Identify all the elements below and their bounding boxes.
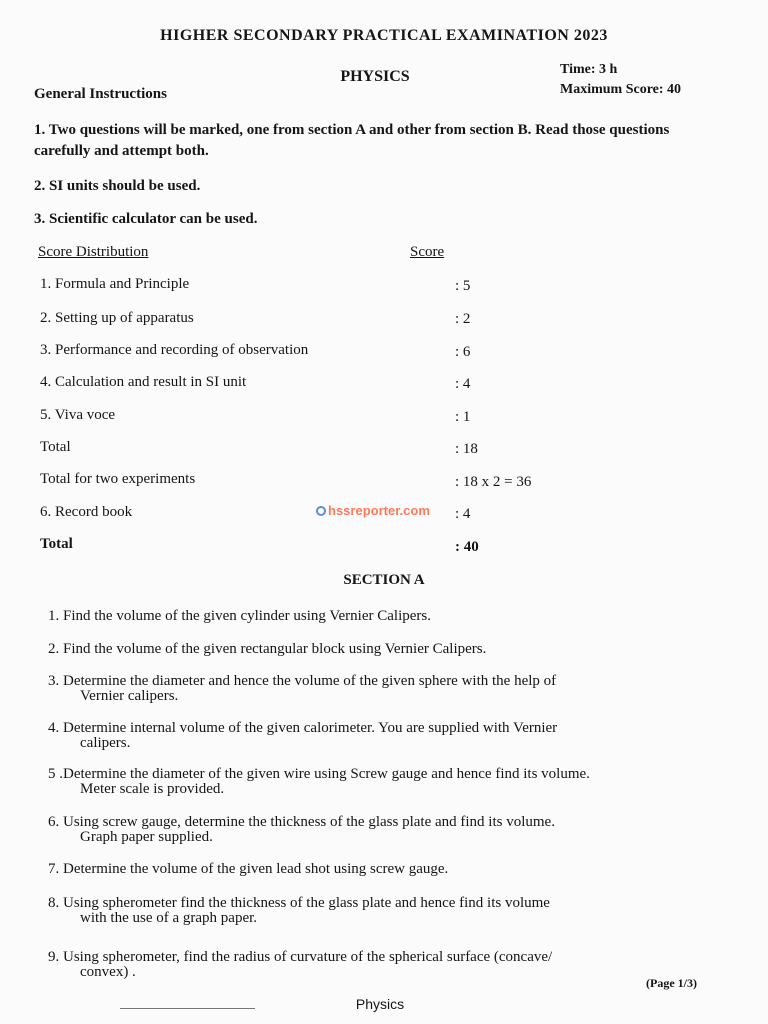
question-item bbox=[48, 674, 718, 704]
question-text-continued: convex) . bbox=[80, 964, 136, 980]
subject-title: PHYSICS bbox=[340, 68, 410, 85]
question-text-continued: Vernier calipers. bbox=[80, 688, 179, 704]
question-item bbox=[48, 767, 718, 797]
question-item bbox=[48, 896, 718, 926]
score-row-label: 5. Viva voce bbox=[40, 407, 116, 423]
question-text: 4. Determine internal volume of the given calorimeter. You are supplied with Vernier bbox=[48, 720, 558, 736]
question-item bbox=[48, 642, 718, 657]
question-text: 1. Find the volume of the given cylinder using Vernier Calipers. bbox=[48, 608, 431, 624]
question-item bbox=[48, 862, 718, 877]
general-instructions-heading: General Instructions bbox=[34, 86, 167, 102]
watermark-text: hssreporter.com bbox=[328, 503, 430, 518]
score-row-label: Total bbox=[40, 536, 73, 552]
score-row-value: : 4 bbox=[455, 376, 471, 392]
question-item bbox=[48, 815, 718, 845]
score-row-label: 3. Performance and recording of observation bbox=[40, 342, 309, 358]
instruction-3: 3. Scientific calculator can be used. bbox=[34, 211, 258, 227]
question-text: 9. Using spherometer, find the radius of curvature of the spherical surface (concave/ bbox=[48, 949, 553, 965]
score-row-value: : 18 x 2 = 36 bbox=[455, 474, 532, 490]
question-text: 2. Find the volume of the given rectangular block using Vernier Calipers. bbox=[48, 641, 487, 657]
score-row-label: Total for two experiments bbox=[40, 471, 196, 487]
section-a-heading: SECTION A bbox=[343, 572, 425, 588]
question-item bbox=[48, 950, 718, 980]
score-row-value: : 40 bbox=[455, 539, 479, 555]
question-text-continued: calipers. bbox=[80, 735, 131, 751]
score-row-value: : 6 bbox=[455, 344, 471, 360]
score-row-value: : 18 bbox=[455, 441, 478, 457]
question-item bbox=[48, 721, 718, 751]
watermark bbox=[316, 503, 430, 518]
question-text-continued: Graph paper supplied. bbox=[80, 829, 213, 845]
score-row-value: : 2 bbox=[455, 311, 471, 327]
question-text: 3. Determine the diameter and hence the volume of the given sphere with the help of bbox=[48, 673, 557, 689]
question-text-continued: Meter scale is provided. bbox=[80, 781, 225, 797]
score-row-label: 4. Calculation and result in SI unit bbox=[40, 374, 247, 390]
question-text-continued: with the use of a graph paper. bbox=[80, 910, 258, 926]
instruction-2: 2. SI units should be used. bbox=[34, 178, 201, 194]
question-item bbox=[48, 609, 718, 624]
instruction-1: 1. Two questions will be marked, one from section A and other from section B. Read those questions carefully and attempt both. bbox=[34, 122, 670, 159]
score-heading: Score bbox=[410, 244, 445, 260]
question-text: 6. Using screw gauge, determine the thickness of the glass plate and find its volume. bbox=[48, 814, 555, 830]
max-score-label: Maximum Score: 40 bbox=[560, 82, 682, 97]
score-row-label: 6. Record book bbox=[40, 504, 133, 520]
footer-text: Physics bbox=[355, 996, 405, 1012]
question-text: 7. Determine the volume of the given lead shot using screw gauge. bbox=[48, 861, 449, 877]
score-row-value: : 5 bbox=[455, 278, 471, 294]
question-text: 8. Using spherometer find the thickness of the glass plate and hence find its volume bbox=[48, 895, 550, 911]
score-row-value: : 4 bbox=[455, 506, 471, 522]
score-row-label: 2. Setting up of apparatus bbox=[40, 310, 194, 326]
score-row-value: : 1 bbox=[455, 409, 471, 425]
question-text: 5 .Determine the diameter of the given wire using Screw gauge and hence find its volume. bbox=[48, 766, 590, 782]
watermark-logo-icon bbox=[316, 506, 326, 516]
time-and-score bbox=[560, 60, 681, 100]
page-number: (Page 1/3) bbox=[646, 976, 697, 990]
score-row-label: Total bbox=[40, 439, 71, 455]
score-distribution-heading: Score Distribution bbox=[38, 244, 149, 260]
score-row-label: 1. Formula and Principle bbox=[40, 276, 190, 292]
exam-title: HIGHER SECONDARY PRACTICAL EXAMINATION 2023 bbox=[160, 27, 608, 44]
time-label: Time: 3 h bbox=[560, 62, 618, 77]
